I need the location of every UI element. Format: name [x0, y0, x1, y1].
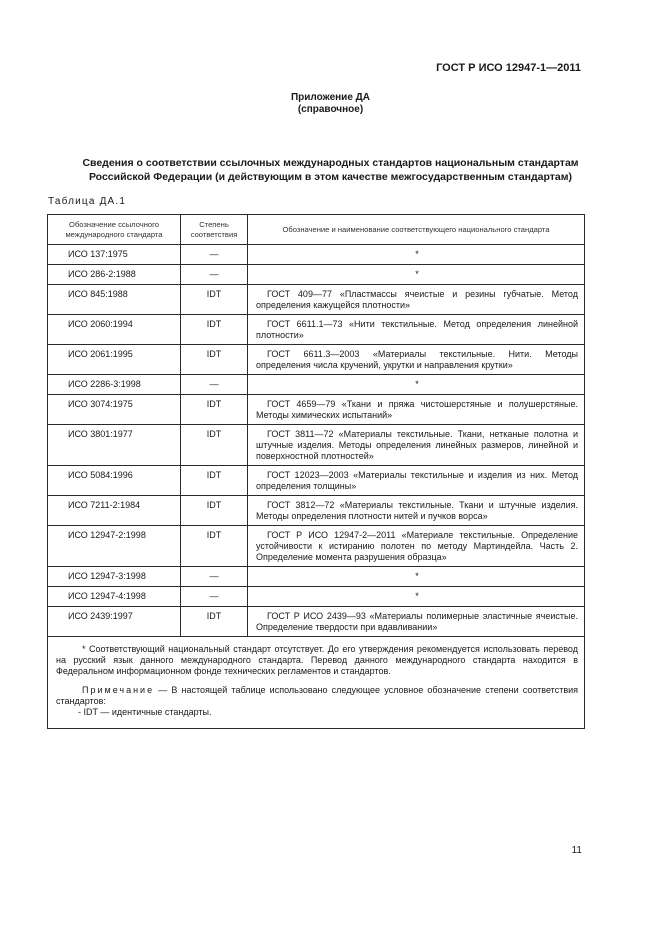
national-standard-text: ГОСТ Р ИСО 12947-2—2011 «Материале текстильные. Определение устойчивости к истиранию полотен по методу Мартиндейла. Часть 2. Определение момента разрушения образца»: [256, 530, 578, 562]
cell-national: [248, 466, 585, 496]
table-row: [48, 607, 585, 637]
cell-reference: ИСО 2286-3:1998: [48, 375, 181, 395]
table-row: [48, 375, 585, 395]
cell-national: [248, 526, 585, 567]
cell-degree: IDT: [181, 285, 248, 315]
table-notes: [48, 637, 585, 729]
cell-reference: ИСО 7211-2:1984: [48, 496, 181, 526]
cell-national: *: [248, 245, 585, 265]
national-standard-text: ГОСТ 409—77 «Пластмассы ячеистые и резины губчатые. Метод определения кажущейся плотности»: [256, 289, 578, 310]
cell-reference: ИСО 3801:1977: [48, 425, 181, 466]
cell-reference: ИСО 2439:1997: [48, 607, 181, 637]
idt-definition: - IDT — идентичные стандарты.: [78, 707, 212, 717]
cell-degree: IDT: [181, 526, 248, 567]
cell-national: [248, 425, 585, 466]
column-header-national-standard: Обозначение и наименование соответствующего национального стандарта: [248, 215, 585, 245]
cell-reference: ИСО 12947-3:1998: [48, 567, 181, 587]
table-row: [48, 395, 585, 425]
cell-degree: IDT: [181, 425, 248, 466]
cell-degree: IDT: [181, 496, 248, 526]
cell-national: [248, 315, 585, 345]
cell-degree: —: [181, 265, 248, 285]
national-standard-text: ГОСТ 6611.1—73 «Нити текстильные. Метод определения линейной плотности»: [256, 319, 578, 340]
standards-correspondence-table: [47, 214, 585, 729]
table-row: [48, 345, 585, 375]
appendix-title: Приложение ДА: [290, 92, 371, 103]
cell-national: [248, 345, 585, 375]
cell-reference: ИСО 286-2:1988: [48, 265, 181, 285]
table-footnote: * Соответствующий национальный стандарт отсутствует. До его утверждения рекомендуется использовать перевод на русский язык данного международного стандарта. Перевод данного международного стандарта находится в Федеральном информационном фонде технических регламентов и стандартов.: [56, 644, 578, 676]
cell-degree: IDT: [181, 607, 248, 637]
table-row: [48, 425, 585, 466]
national-standard-text: ГОСТ 3811—72 «Материалы текстильные. Ткани, нетканые полотна и штучные изделия. Методы определения линейных размеров, линейной и поверхностной плотностей»: [256, 429, 578, 461]
cell-reference: ИСО 2061:1995: [48, 345, 181, 375]
cell-national: *: [248, 587, 585, 607]
cell-reference: ИСО 12947-4:1998: [48, 587, 181, 607]
table-row: [48, 245, 585, 265]
table-header-row: [48, 215, 585, 245]
cell-degree: IDT: [181, 395, 248, 425]
section-title-line-2: Российской Федерации (и действующим в этом качестве межгосударственным стандартам): [88, 171, 573, 183]
cell-degree: IDT: [181, 345, 248, 375]
national-standard-text: ГОСТ 6611.3—2003 «Материалы текстильные. Нити. Методы определения числа кручений, укрутки и направления крутки»: [256, 349, 578, 370]
national-standard-text: ГОСТ 4659—79 «Ткани и пряжа чистошерстяные и полушерстяные. Методы химических испытаний»: [256, 399, 578, 420]
cell-national: *: [248, 265, 585, 285]
column-header-degree: Степень соответствия: [181, 215, 248, 245]
cell-national: [248, 496, 585, 526]
cell-reference: ИСО 2060:1994: [48, 315, 181, 345]
document-code: ГОСТ Р ИСО 12947-1—2011: [436, 62, 581, 74]
table-row: [48, 285, 585, 315]
note-label: Примечание: [82, 685, 155, 695]
cell-degree: —: [181, 587, 248, 607]
cell-reference: ИСО 845:1988: [48, 285, 181, 315]
cell-degree: —: [181, 375, 248, 395]
table-row: [48, 587, 585, 607]
national-standard-text: ГОСТ 12023—2003 «Материалы текстильные и изделия из них. Метод определения толщины»: [256, 470, 578, 491]
appendix-subtitle: (справочное): [297, 104, 364, 115]
note-text: — В настоящей таблице использовано следующее условное обозначение степени соответствия стандартов:: [56, 685, 578, 706]
section-title: [40, 156, 621, 184]
table-note: [56, 685, 578, 707]
national-standard-text: ГОСТ 3812—72 «Материалы текстильные. Ткани и штучные изделия. Методы определения плотности нитей и пучков ворса»: [256, 500, 578, 521]
page-number: 11: [571, 845, 582, 856]
cell-reference: ИСО 12947-2:1998: [48, 526, 181, 567]
cell-national: [248, 285, 585, 315]
cell-national: *: [248, 375, 585, 395]
table-row: [48, 496, 585, 526]
table-row: [48, 466, 585, 496]
section-title-line-1: Сведения о соответствии ссылочных международных стандартов национальным стандартам: [82, 157, 579, 169]
cell-degree: —: [181, 245, 248, 265]
cell-degree: IDT: [181, 315, 248, 345]
cell-reference: ИСО 5084:1996: [48, 466, 181, 496]
cell-degree: —: [181, 567, 248, 587]
column-header-reference-standard: Обозначение ссылочного международного стандарта: [48, 215, 181, 245]
cell-national: [248, 395, 585, 425]
table-row: [48, 315, 585, 345]
table-row: [48, 526, 585, 567]
table-caption: Таблица ДА.1: [48, 196, 127, 207]
national-standard-text: ГОСТ Р ИСО 2439—93 «Материалы полимерные эластичные ячеистые. Определение твердости при вдавливании»: [256, 611, 578, 632]
cell-degree: IDT: [181, 466, 248, 496]
table-row: [48, 265, 585, 285]
cell-national: *: [248, 567, 585, 587]
table-notes-row: [48, 637, 585, 729]
table-row: [48, 567, 585, 587]
cell-reference: ИСО 3074:1975: [48, 395, 181, 425]
cell-reference: ИСО 137:1975: [48, 245, 181, 265]
appendix-heading: [0, 92, 661, 116]
cell-national: [248, 607, 585, 637]
